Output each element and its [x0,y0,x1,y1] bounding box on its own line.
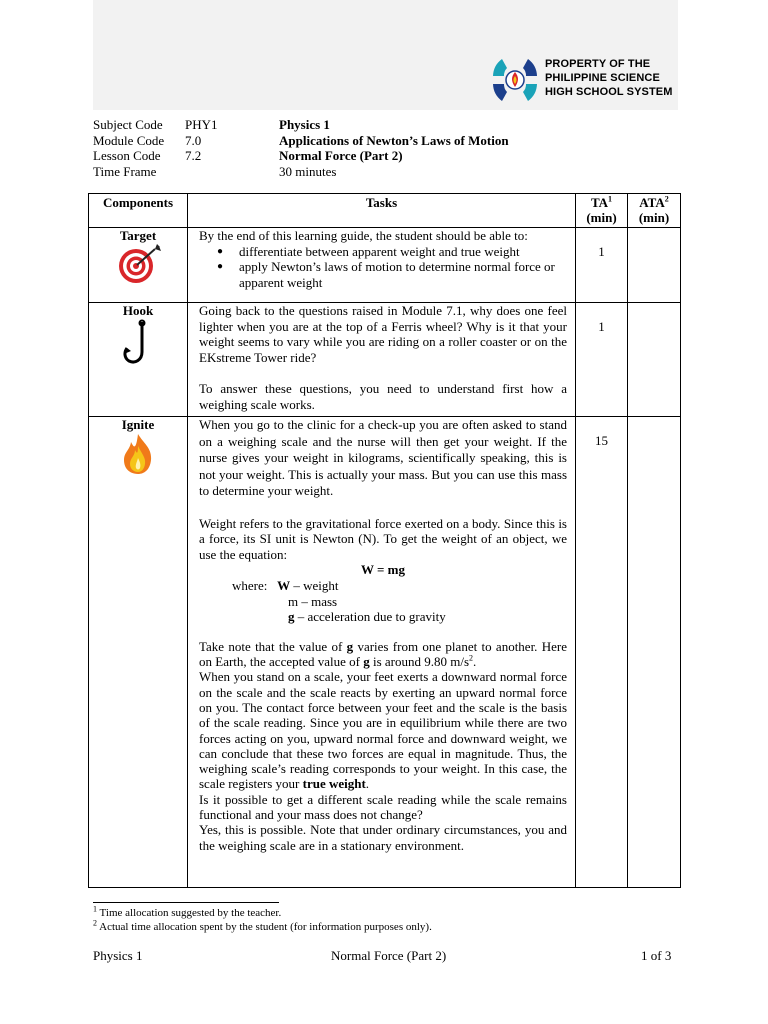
p3-text-d: . [473,653,477,669]
hook-ta: 1 [576,303,628,417]
lesson-table [88,193,681,888]
footnote-2 [93,918,432,934]
meta-row-timeframe [93,164,509,180]
meta-code: PHY1 [185,117,218,132]
hook-label: Hook [122,303,154,318]
meta-code [185,164,279,180]
flame-icon [118,432,158,476]
property-line-3: HIGH SCHOOL SYSTEM [545,86,673,98]
where-label: where: [232,577,268,593]
footer-lesson: Normal Force (Part 2) [331,948,447,963]
property-label [545,57,673,99]
meta-value: Normal Force (Part 2) [279,148,403,163]
meta-label: Module Code [93,132,165,148]
table-header-row [89,194,681,228]
fn2-text: Actual time allocation spent by the student (for information purposes only). [97,921,432,933]
meta-code: 7.2 [185,148,202,163]
g-definition-line [199,609,567,625]
header-ata [628,194,681,228]
ignite-paragraph-6: Yes, this is possible. Note that under ordinary circumstances, you and the weighing scale are in a stationary environment. [199,822,567,853]
meta-label: Lesson Code [93,148,161,163]
ignite-cell [89,417,188,888]
hook-cell [89,303,188,417]
spacer [199,500,567,516]
spacer [199,365,567,381]
m-definition: m – mass [288,593,338,609]
ta-label: TA [590,195,609,210]
equation-where [199,578,567,594]
ignite-paragraph-1: When you go to the clinic for a check-up you are often asked to stand on a weighing scale and the nurse will then get your weight. If the nurse gives your weight in kilograms, scientifically speaking, this is not your weight. This is actually your mass. But you can use this mass to determine your weight. [199,417,567,499]
p3-exponent: 2 [469,653,474,663]
true-weight-term: true weight [302,776,366,792]
target-intro: By the end of this learning guide, the student should be able to: [199,228,528,243]
target-tasks [188,228,576,303]
ata-unit: (min) [638,210,670,225]
p4-text-c: . [365,776,370,792]
meta-value: Physics 1 [279,117,330,132]
fn1-text: Time allocation suggested by the teacher. [97,907,282,919]
header-components: Components [89,194,188,228]
target-cell [89,228,188,303]
weight-equation: W = mg [360,562,405,578]
meta-code: 7.0 [185,132,202,148]
header-ta [576,194,628,228]
footnote-separator [93,902,279,903]
target-ata [628,228,681,303]
pshs-logo-icon [490,56,540,104]
p3-text-b: varies from one planet to another. Here on Earth, the accepted value of [199,639,567,669]
g-definition: – acceleration due to gravity [294,609,446,625]
footer-page-number: 1 of 3 [641,948,672,963]
ignite-ta: 15 [576,417,628,888]
property-line-2: PHILIPPINE SCIENCE [545,72,660,84]
hook-paragraph-1: Going back to the questions raised in Module 7.1, why does one feel lighter when you are at the top of a Ferris wheel? Why is it that your weight seems to vary while you are riding on a roller coaster or on the EKstreme Tower ride? [199,303,567,365]
meta-label: Time Frame [93,163,157,179]
p3-text-c: is around 9.80 m/s [369,653,470,669]
property-line-1: PROPERTY OF THE [545,58,651,70]
ignite-row [89,417,681,888]
target-icon [111,243,165,285]
meta-value: Applications of Newton’s Laws of Motion [279,132,509,148]
ignite-paragraph-2: Weight refers to the gravitational force exerted on a body. Since this is a force, its SI unit is Newton (N). To get the weight of an object, we use the equation: [199,515,567,562]
w-symbol: W [277,577,291,593]
ignite-paragraph-5: Is it possible to get a different scale reading while the scale remains functional and your mass does not change? [199,791,567,822]
target-ta: 1 [576,228,628,303]
meta-row-module [93,133,509,149]
ignite-ata [628,417,681,888]
hook-paragraph-2: To answer these questions, you need to understand first how a weighing scale works. [199,380,567,412]
target-objectives [199,244,567,291]
footer-subject: Physics 1 [93,948,143,963]
objective-item: ● apply Newton’s laws of motion to determine normal force or apparent weight [239,259,567,290]
ata-label: ATA [639,195,665,210]
fn2-marker: 2 [93,918,97,928]
meta-value: 30 minutes [279,163,337,179]
hook-row [89,303,681,417]
ta-footnote-ref: 1 [608,194,613,204]
g-symbol: g [288,609,295,625]
meta-row-lesson [93,148,509,164]
w-definition: – weight [290,577,339,593]
ignite-tasks [188,417,576,888]
p3-text-a: Take note that the value of [199,639,347,655]
fishing-hook-icon [118,318,158,368]
spacer [199,625,567,641]
ignite-label: Ignite [121,417,155,432]
ignite-paragraph-3 [199,640,567,669]
hook-tasks [188,303,576,417]
fn1-marker: 1 [93,904,97,914]
target-row [89,228,681,303]
ata-footnote-ref: 2 [664,194,669,204]
footnote-1 [93,904,282,920]
hook-ata [628,303,681,417]
lesson-meta [93,117,509,179]
ignite-paragraph-4 [199,669,567,791]
meta-row-subject [93,117,509,133]
ta-unit: (min) [586,210,617,225]
meta-label: Subject Code [93,117,163,132]
p3-g-symbol: g [346,639,354,655]
p4-text-a: When you stand on a scale, your feet exerts a downward normal force on the scale and the scale reacts by exerting an upward normal force on you. The contact force between your feet and the scale is the basis of the scale reading. Since you are in equilibrium while there are two forces acting on you, upward normal force and downward weight, we can conclude that these two forces are equal in magnitude. Thus, the weighing scale’s reading corresponds to your weight. In this case, the scale registers your [199,669,567,792]
header-tasks: Tasks [188,194,576,228]
p3-g-symbol-2: g [363,653,370,669]
objective-item: ● differentiate between apparent weight and true weight [239,244,567,260]
target-label: Target [119,228,157,243]
